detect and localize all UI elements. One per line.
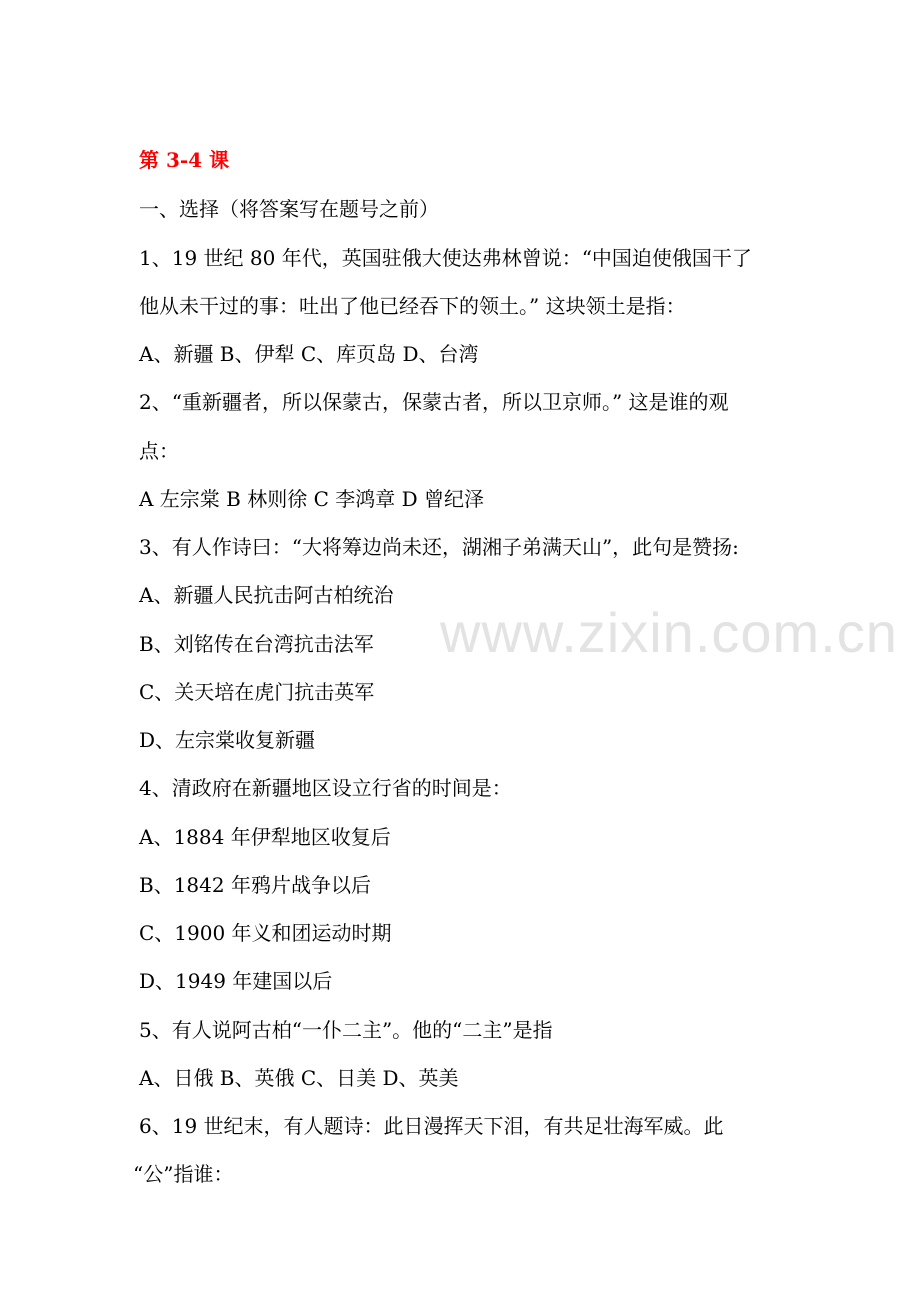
question-2-line-2: 点： xyxy=(139,439,179,463)
section-heading: 一、选择（将答案写在题号之前） xyxy=(139,197,439,221)
question-1-options: A、新疆 B、伊犁 C、库页岛 D、台湾 xyxy=(139,342,479,366)
question-4-option-a: A、1884 年伊犁地区收复后 xyxy=(139,825,391,849)
question-4-line-1: 4、清政府在新疆地区设立行省的时间是： xyxy=(139,776,512,800)
question-1-line-2: 他从未干过的事：吐出了他已经吞下的领土。” 这块领土是指： xyxy=(139,294,686,318)
lesson-title: 第 3-4 课 xyxy=(139,148,230,172)
question-3-option-c: C、关天培在虎门抗击英军 xyxy=(139,680,375,704)
question-4-option-b: B、1842 年鸦片战争以后 xyxy=(139,873,371,897)
watermark: www.zixin.com.cn xyxy=(440,601,898,664)
question-5-options: A、日俄 B、英俄 C、日美 D、英美 xyxy=(139,1066,459,1090)
question-1-line-1: 1、19 世纪 80 年代，英国驻俄大使达弗林曾说：“中国迫使俄国干了 xyxy=(139,246,752,270)
question-3-option-d: D、左宗棠收复新疆 xyxy=(139,728,316,752)
question-2-line-1: 2、“重新疆者，所以保蒙古，保蒙古者，所以卫京师。” 这是谁的观 xyxy=(139,390,729,414)
question-5-line-1: 5、有人说阿古柏“一仆二主”。他的“二主”是指 xyxy=(139,1018,553,1042)
question-4-option-c: C、1900 年义和团运动时期 xyxy=(139,921,392,945)
question-4-option-d: D、1949 年建国以后 xyxy=(139,969,333,993)
question-6-line-2: “公”指谁： xyxy=(133,1162,234,1186)
question-2-options: A 左宗棠 B 林则徐 C 李鸿章 D 曾纪泽 xyxy=(139,487,484,511)
question-3-option-b: B、刘铭传在台湾抗击法军 xyxy=(139,632,374,656)
question-3-line-1: 3、有人作诗曰：“大将筹边尚未还，湖湘子弟满天山”，此句是赞扬: xyxy=(139,535,739,559)
question-6-line-1: 6、19 世纪末，有人题诗：此日漫挥天下泪，有共足壮海军威。此 xyxy=(139,1114,724,1138)
question-3-option-a: A、新疆人民抗击阿古柏统治 xyxy=(139,583,394,607)
